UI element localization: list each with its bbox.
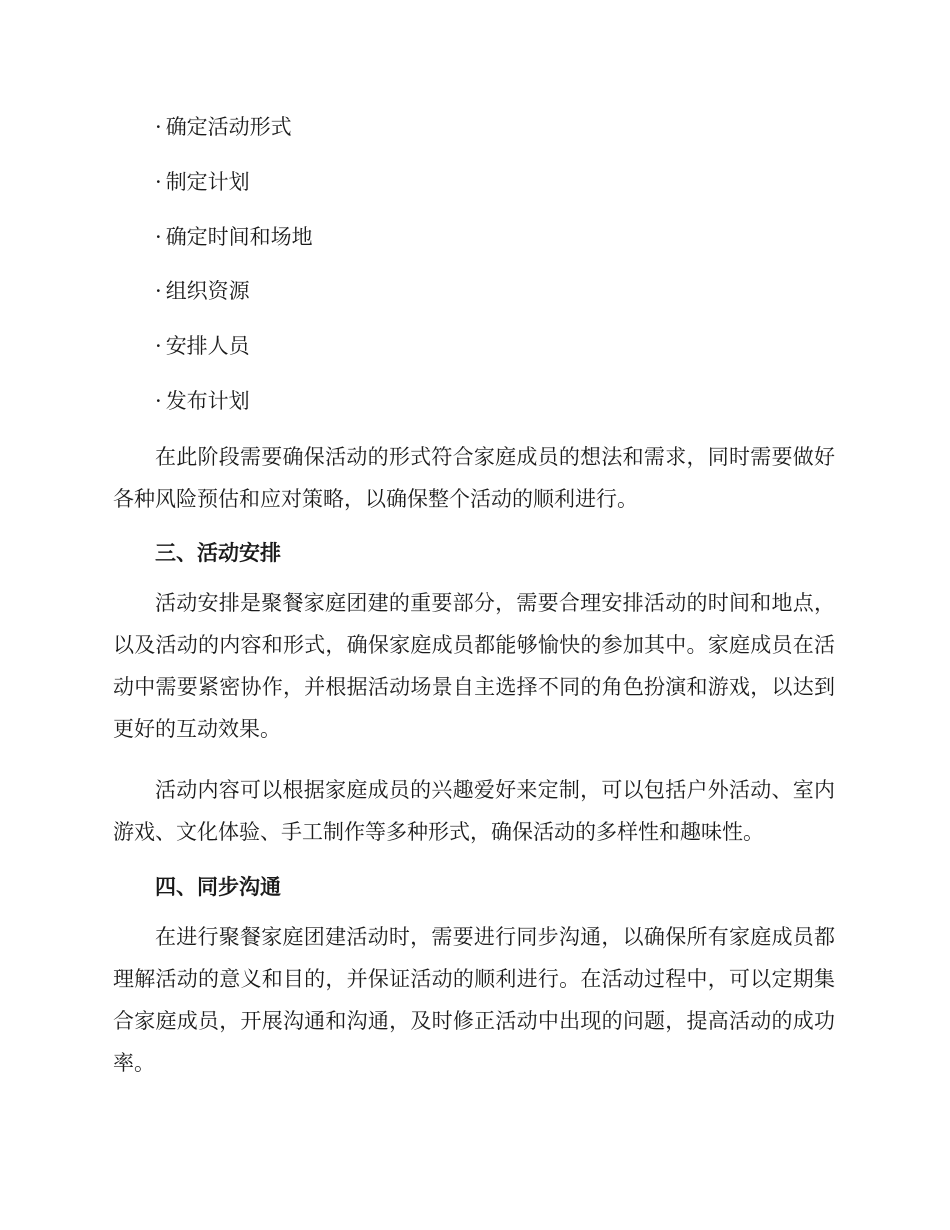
list-item xyxy=(155,112,292,142)
body-paragraph: 活动安排是聚餐家庭团建的重要部分，需要合理安排活动的时间和地点，以及活动的内容和形式，确保家庭成员都能够愉快的参加其中。家庭成员在活动中需要紧密协作，并根据活动场景自主选择不同的角色扮演和游戏，以达到更好的互动效果。 xyxy=(113,591,835,741)
body-paragraph: 在此阶段需要确保活动的形式符合家庭成员的想法和需求，同时需要做好各种风险预估和应对策略，以确保整个活动的顺利进行。 xyxy=(113,445,835,511)
section-heading: 四、同步沟通 xyxy=(155,874,281,899)
body-paragraph: 在进行聚餐家庭团建活动时，需要进行同步沟通，以确保所有家庭成员都理解活动的意义和目的，并保证活动的顺利进行。在活动过程中，可以定期集合家庭成员，开展沟通和沟通，及时修正活动中出现的问题，提高活动的成功率。 xyxy=(113,925,835,1075)
list-item xyxy=(155,331,250,361)
bullet-dot: · xyxy=(155,170,162,194)
list-item-text: 确定活动形式 xyxy=(165,115,292,139)
list-item-text: 安排人员 xyxy=(165,334,250,358)
bullet-dot: · xyxy=(155,115,162,139)
bullet-dot: · xyxy=(155,389,162,413)
section-heading: 三、活动安排 xyxy=(155,540,281,565)
bullet-dot: · xyxy=(155,334,162,358)
list-item-text: 制定计划 xyxy=(165,170,250,194)
list-item xyxy=(155,167,250,197)
list-item xyxy=(155,222,313,252)
list-item xyxy=(155,386,250,416)
list-item-text: 确定时间和场地 xyxy=(165,225,313,249)
list-item xyxy=(155,276,250,306)
bullet-dot: · xyxy=(155,279,162,303)
bullet-dot: · xyxy=(155,225,162,249)
list-item-text: 发布计划 xyxy=(165,389,250,413)
list-item-text: 组织资源 xyxy=(165,279,250,303)
body-paragraph: 活动内容可以根据家庭成员的兴趣爱好来定制，可以包括户外活动、室内游戏、文化体验、手工制作等多种形式，确保活动的多样性和趣味性。 xyxy=(113,778,835,844)
